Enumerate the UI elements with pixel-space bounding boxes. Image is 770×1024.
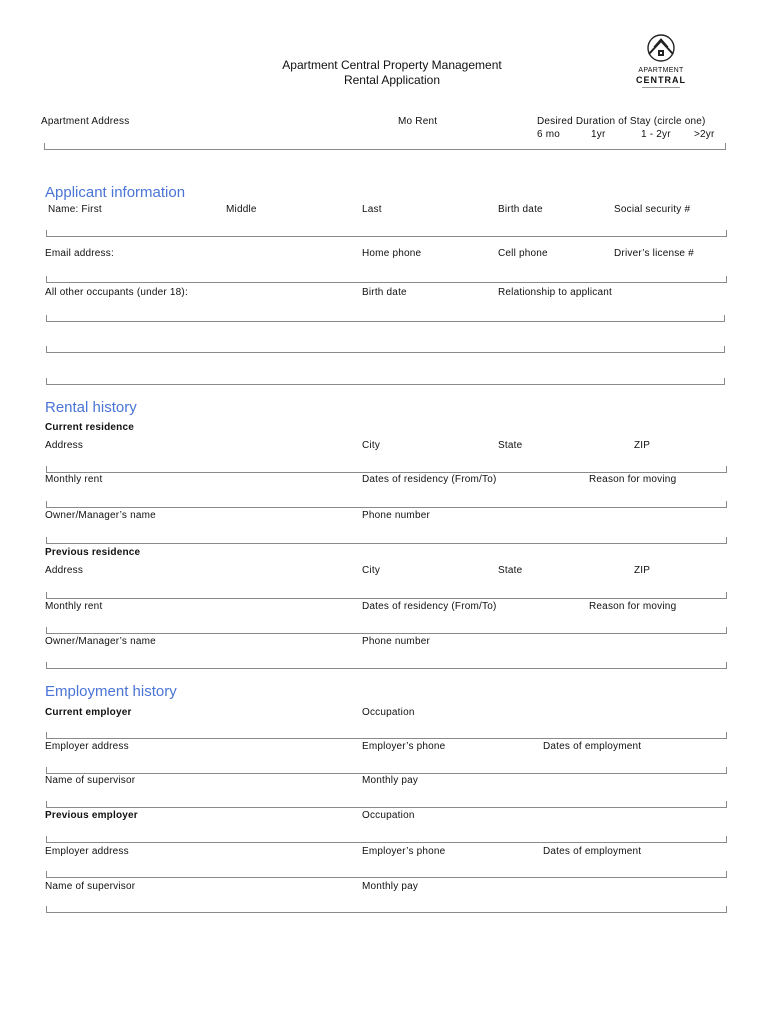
current-employer-heading: Current employer [45, 707, 132, 718]
section-title-rental: Rental history [45, 399, 137, 416]
owner-manager-label: Owner/Manager’s name [45, 636, 156, 647]
mo-rent-label: Mo Rent [398, 116, 438, 127]
previous-address-field[interactable] [46, 592, 727, 599]
duration-option[interactable]: >2yr [694, 129, 715, 140]
previous-employer-address-field[interactable] [46, 871, 727, 878]
logo-text-bottom: CENTRAL [636, 75, 686, 85]
current-employer-address-field[interactable] [46, 767, 727, 774]
employer-address-label: Employer address [45, 846, 129, 857]
employer-phone-label: Employer’s phone [362, 846, 446, 857]
previous-residence-heading: Previous residence [45, 547, 141, 558]
monthly-rent-label: Monthly rent [45, 601, 103, 612]
reason-for-moving-label: Reason for moving [589, 601, 677, 612]
zip-label: ZIP [634, 565, 651, 576]
occupant-field[interactable] [46, 378, 725, 385]
previous-owner-field[interactable] [46, 662, 727, 669]
monthly-rent-label: Monthly rent [45, 474, 103, 485]
dates-of-residency-label: Dates of residency (From/To) [362, 474, 497, 485]
duration-option[interactable]: 1yr [591, 129, 606, 140]
current-supervisor-field[interactable] [46, 801, 727, 808]
occupant-field[interactable] [46, 315, 725, 322]
phone-number-label: Phone number [362, 636, 431, 647]
city-label: City [362, 440, 381, 451]
email-label: Email address: [45, 248, 114, 259]
city-label: City [362, 565, 381, 576]
occupant-field[interactable] [46, 346, 725, 353]
logo-underline [642, 87, 680, 88]
occupation-label: Occupation [362, 707, 415, 718]
previous-rent-field[interactable] [46, 627, 727, 634]
current-employer-field[interactable] [46, 732, 727, 739]
current-address-field[interactable] [46, 466, 727, 473]
name-field[interactable] [46, 230, 727, 237]
cell-phone-label: Cell phone [498, 248, 548, 259]
section-title-applicant: Applicant information [45, 184, 186, 201]
home-phone-label: Home phone [362, 248, 422, 259]
occupants-label: All other occupants (under 18): [45, 287, 188, 298]
supervisor-label: Name of supervisor [45, 881, 136, 892]
dates-of-residency-label: Dates of residency (From/To) [362, 601, 497, 612]
section-title-employment: Employment history [45, 683, 177, 700]
employer-address-label: Employer address [45, 741, 129, 752]
phone-number-label: Phone number [362, 510, 431, 521]
current-residence-heading: Current residence [45, 422, 134, 433]
current-owner-field[interactable] [46, 537, 727, 544]
zip-label: ZIP [634, 440, 651, 451]
ssn-label: Social security # [614, 204, 691, 215]
company-name: Apartment Central Property Management [282, 58, 502, 72]
reason-for-moving-label: Reason for moving [589, 474, 677, 485]
occupant-birth-date-label: Birth date [362, 287, 407, 298]
state-label: State [498, 565, 523, 576]
company-logo [630, 32, 692, 92]
previous-supervisor-field[interactable] [46, 906, 727, 913]
previous-employer-heading: Previous employer [45, 810, 138, 821]
apartment-address-label: Apartment Address [41, 116, 130, 127]
monthly-pay-label: Monthly pay [362, 775, 419, 786]
duration-label: Desired Duration of Stay (circle one) [537, 116, 706, 127]
supervisor-label: Name of supervisor [45, 775, 136, 786]
monthly-pay-label: Monthly pay [362, 881, 419, 892]
duration-option[interactable]: 1 - 2yr [641, 129, 671, 140]
previous-employer-field[interactable] [46, 836, 727, 843]
dates-of-employment-label: Dates of employment [543, 846, 642, 857]
employer-phone-label: Employer’s phone [362, 741, 446, 752]
apartment-info-field[interactable] [44, 143, 726, 150]
drivers-license-label: Driver’s license # [614, 248, 694, 259]
form-title: Rental Application [343, 73, 441, 87]
middle-label: Middle [226, 204, 257, 215]
birth-date-label: Birth date [498, 204, 543, 215]
state-label: State [498, 440, 523, 451]
address-label: Address [45, 565, 84, 576]
logo-text-top: APARTMENT [638, 67, 684, 74]
last-label: Last [362, 204, 382, 215]
duration-option[interactable]: 6 mo [537, 129, 561, 140]
address-label: Address [45, 440, 84, 451]
contact-field[interactable] [46, 276, 727, 283]
current-rent-field[interactable] [46, 501, 727, 508]
owner-manager-label: Owner/Manager’s name [45, 510, 156, 521]
occupation-label: Occupation [362, 810, 415, 821]
name-first-label: Name: First [48, 204, 102, 215]
dates-of-employment-label: Dates of employment [543, 741, 642, 752]
relationship-label: Relationship to applicant [498, 287, 612, 298]
